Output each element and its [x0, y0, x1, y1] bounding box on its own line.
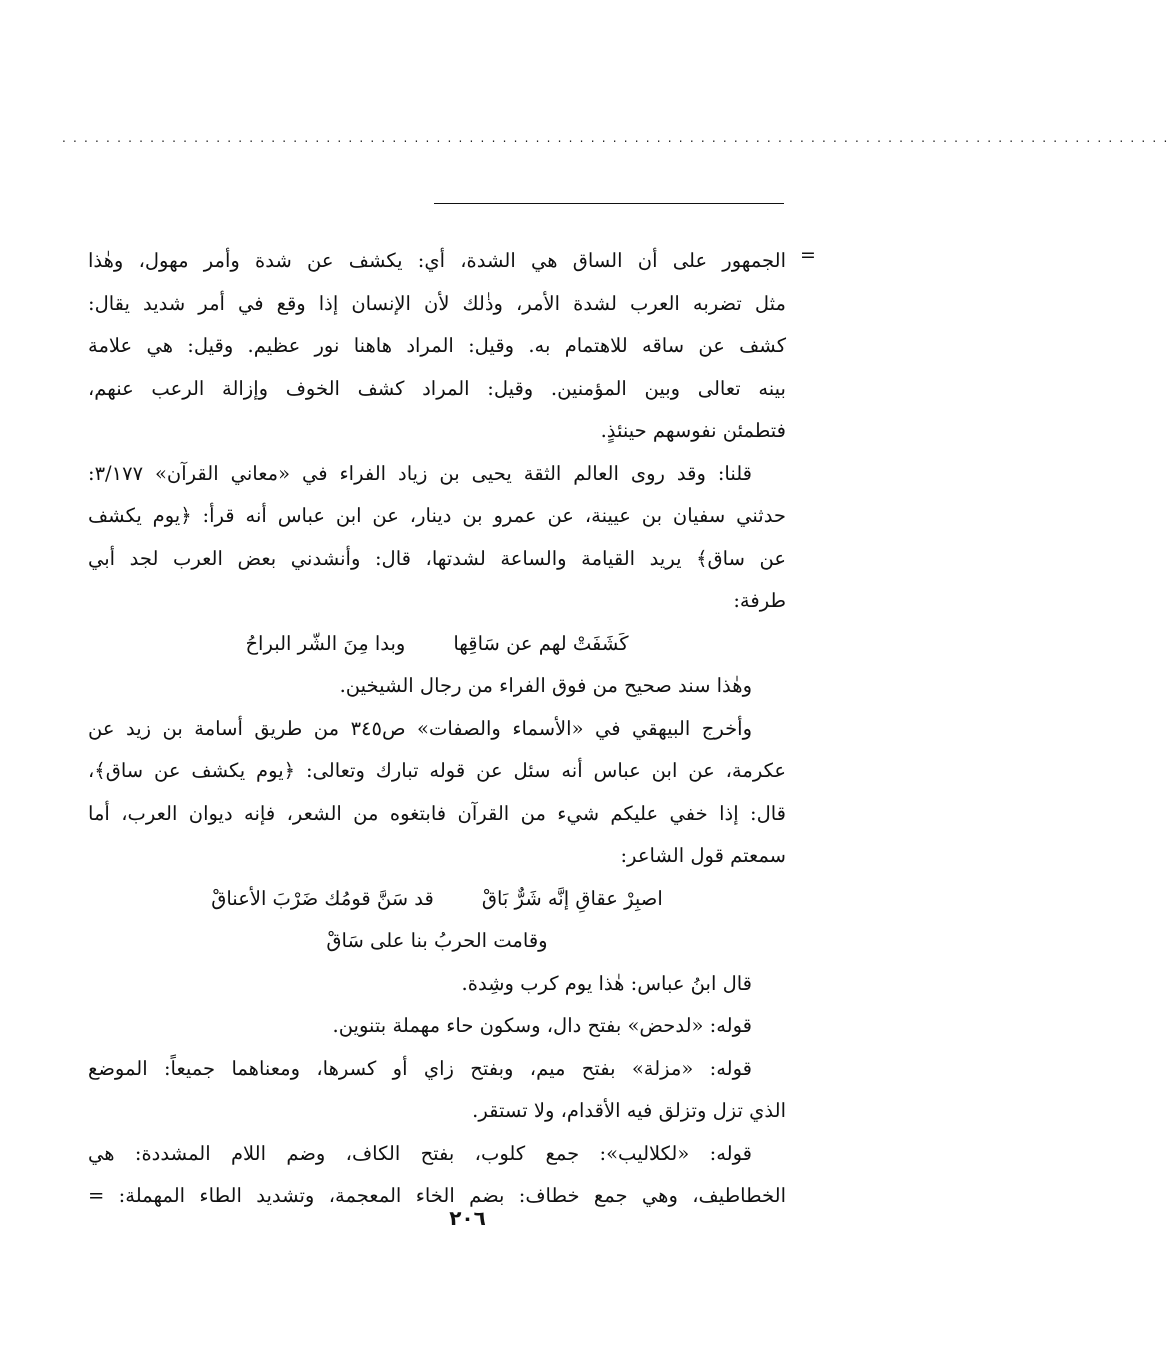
text-line: حدثني سفيان بن عيينة، عن عمرو بن دينار، عن ابن عباس أنه قرأ: ﴿يوم يكشف [88, 504, 786, 527]
text-line: قوله: «لدحض» بفتح دال، وسكون حاء مهملة بتنوين. [332, 1014, 752, 1037]
text-line: طرفة: [733, 589, 786, 612]
text-line: سمعتم قول الشاعر: [620, 844, 786, 867]
footnote-separator-rule [434, 203, 784, 204]
text-line: فتطمئن نفوسهم حينئذٍ. [600, 419, 786, 442]
footnote-text [88, 240, 786, 1218]
text-line: عكرمة، عن ابن عباس أنه سئل عن قوله تبارك وتعالى: ﴿يوم يكشف عن ساق﴾، [88, 759, 786, 782]
text-line: قوله: «لكلاليب»: جمع كلوب، بفتح الكاف، وضم اللام المشددة: هي [88, 1141, 752, 1165]
verse-hemistich: وبدا مِنَ الشّر البراحُ [245, 631, 406, 655]
header-dotted-rule: ..................................................................................................... [62, 131, 1174, 145]
text-line: وأخرج البيهقي في «الأسماء والصفات» ص٣٤٥ من طريق أسامة بن زيد عن [88, 716, 752, 740]
text-line: وهٰذا سند صحيح من فوق الفراء من رجال الشيخين. [339, 674, 752, 697]
verse-line [88, 878, 786, 921]
text-line: مثل تضربه العرب لشدة الأمر، وذٰلك لأن الإنسان إذا وقع في أمر شديد يقال: [88, 291, 786, 315]
verse-hemistich: اصبِرْ عقاقِ إنَّه شَرٌّ بَاقْ [481, 886, 663, 910]
text-line: قال: إذا خفي عليكم شيء من القرآن فابتغوه من الشعر، فإنه ديوان العرب، أما [88, 801, 786, 825]
text-line: الجمهور على أن الساق هي الشدة، أي: يكشف عن شدة وأمر مهول، وهٰذا [88, 249, 786, 272]
verse-line [88, 623, 786, 666]
text-line: قلنا: وقد روى العالم الثقة يحيى بن زياد الفراء في «معاني القرآن» ٣/١٧٧: [88, 461, 752, 485]
verse-line: وقامت الحربُ بنا على سَاقْ [326, 929, 548, 952]
verse-hemistich: كَشَفَتْ لهم عن سَاقِها [453, 631, 629, 655]
page-number: ٢٠٦ [449, 1206, 486, 1230]
text-line: عن ساق﴾ يريد القيامة والساعة لشدتها، قال: وأنشدني بعض العرب لجد أبي [88, 546, 786, 570]
text-line: كشف عن ساقه للاهتمام به. وقيل: المراد هاهنا نور عظيم. وقيل: هي علامة [88, 334, 786, 357]
text-line: الذي تزل وتزلق فيه الأقدام، ولا تستقر. [472, 1099, 786, 1122]
text-line: قال ابنُ عباس: هٰذا يوم كرب وشِدة. [461, 971, 752, 995]
text-line: بينه تعالى وبين المؤمنين. وقيل: المراد كشف الخوف وإزالة الرعب عنهم، [88, 376, 786, 400]
verse-hemistich: قد سَنَّ قومُك ضَرْبَ الأعناقْ [211, 886, 434, 910]
text-line: قوله: «مزلة» بفتح ميم، وبفتح زاي أو كسرها، ومعناهما جميعاً: الموضع [88, 1056, 752, 1080]
continuation-mark: = [800, 244, 816, 266]
text-line: الخطاطيف، وهي جمع خطاف: بضم الخاء المعجمة، وتشديد الطاء المهملة: = [88, 1184, 786, 1207]
